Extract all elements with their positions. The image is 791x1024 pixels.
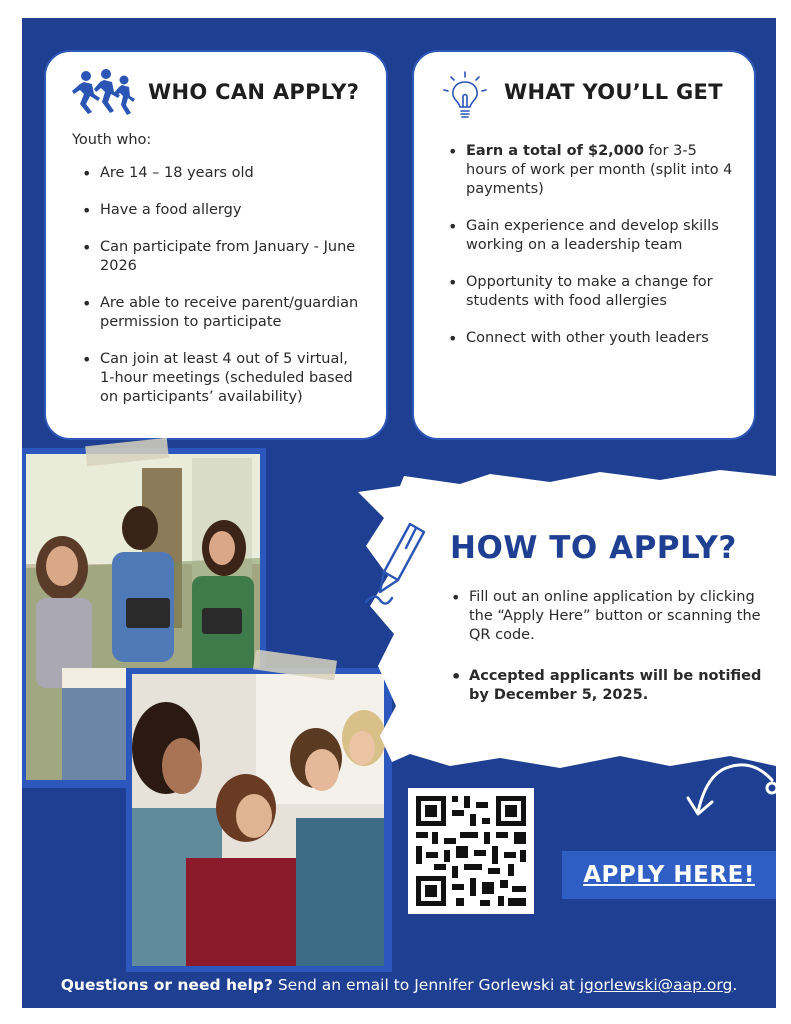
how-to-apply-title: HOW TO APPLY? <box>450 530 737 566</box>
earn-details: for 3-5 hours of work per month (split into 4 payments) <box>466 143 733 197</box>
footer-end: . <box>732 976 738 994</box>
get-list <box>442 142 742 366</box>
list-item: • Have a food allergy <box>76 201 366 220</box>
list-item: • Fill out an online application by clicking the “Apply Here” button or scanning the QR code. <box>445 588 765 645</box>
tape-strip <box>250 650 340 680</box>
flyer-page <box>22 18 776 1008</box>
apply-here-button[interactable]: APPLY HERE! <box>562 851 776 899</box>
who-can-apply-title: WHO CAN APPLY? <box>148 80 360 104</box>
footer-lead: Questions or need help? <box>60 976 273 994</box>
list-item: • Connect with other youth leaders <box>442 329 742 348</box>
qr-code[interactable] <box>408 788 534 914</box>
list-item: • Are 14 – 18 years old <box>76 164 366 183</box>
list-item: • Gain experience and develop skills working on a leadership team <box>442 217 742 255</box>
footer-text: Send an email to Jennifer Gorlewski at <box>272 976 580 994</box>
list-item: • Can participate from January - June 2026 <box>76 238 366 276</box>
list-item: • Opportunity to make a change for students with food allergies <box>442 273 742 311</box>
what-youll-get-card <box>412 50 756 440</box>
what-youll-get-title: WHAT YOU’LL GET <box>504 80 723 104</box>
list-item: • Can join at least 4 out of 5 virtual, 1-hour meetings (scheduled based on participants’ availability) <box>76 350 366 407</box>
curved-arrow-icon <box>682 758 776 828</box>
running-kids-icon <box>72 68 136 118</box>
list-item: • Are able to receive parent/guardian permission to participate <box>76 294 366 332</box>
list-item: • Accepted applicants will be notified by December 5, 2025. <box>445 667 765 705</box>
earn-amount: Earn a total of $2,000 <box>466 143 644 159</box>
pencil-icon <box>364 518 442 608</box>
lightbulb-icon <box>440 70 490 122</box>
who-list <box>76 164 366 425</box>
footer-help <box>22 976 776 994</box>
tape-strip <box>82 438 172 466</box>
who-intro: Youth who: <box>72 132 152 148</box>
how-list <box>445 588 765 727</box>
who-can-apply-card <box>44 50 388 440</box>
email-link[interactable]: jgorlewski@aap.org <box>579 976 733 994</box>
list-item <box>442 142 742 199</box>
